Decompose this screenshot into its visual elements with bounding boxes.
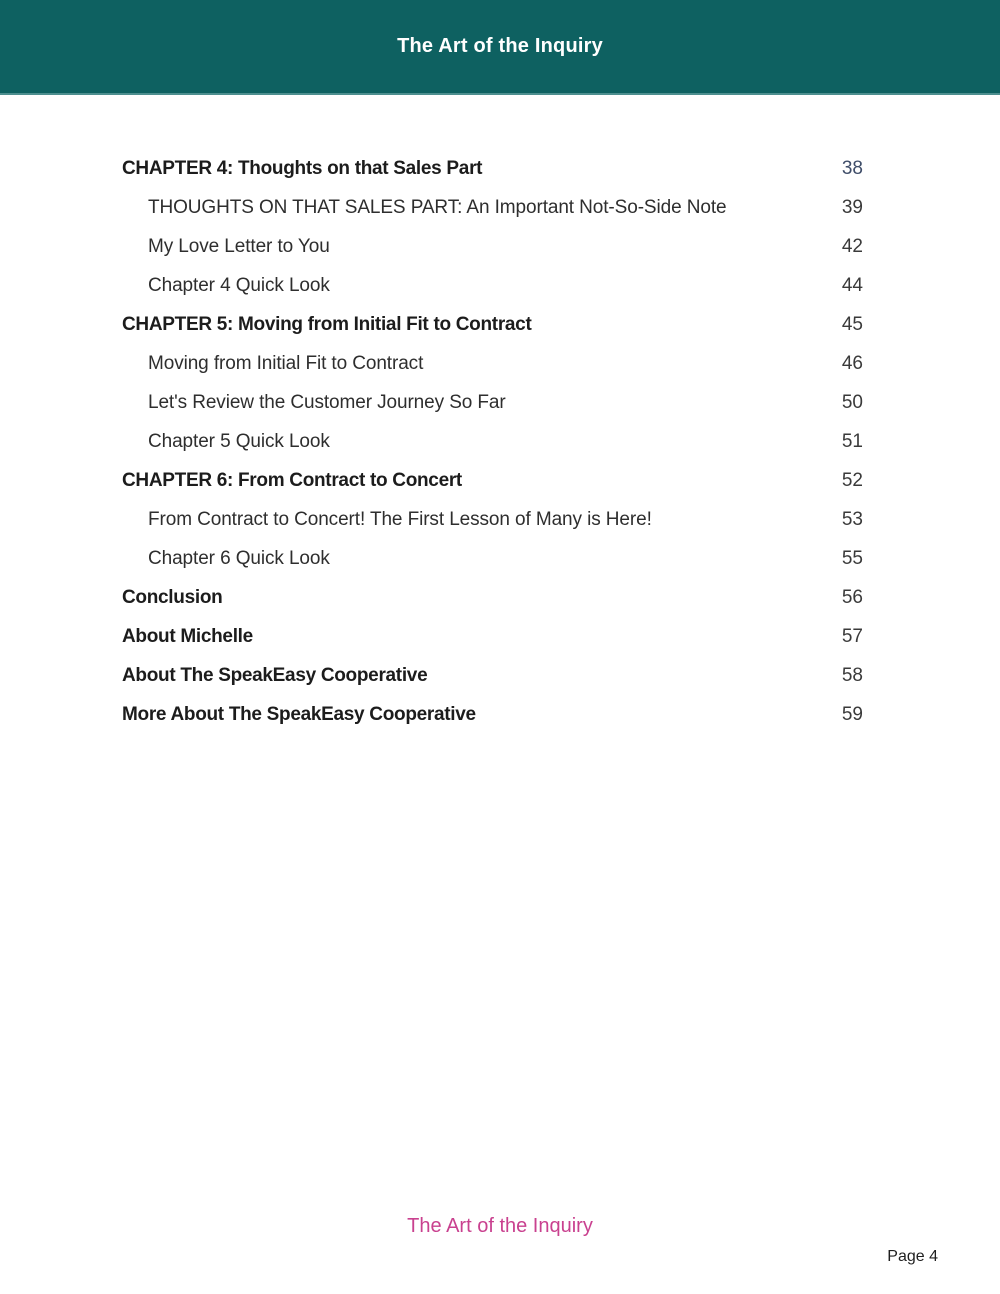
toc-entry-page-number: 46 [841, 353, 863, 374]
toc-entry-label: Chapter 6 Quick Look [148, 548, 330, 569]
toc-entry-page-number: 53 [841, 509, 863, 530]
header-title: The Art of the Inquiry [397, 35, 603, 57]
toc-entry [122, 314, 863, 353]
toc-entry-label: About Michelle [122, 626, 253, 647]
toc-entry-page-number: 56 [841, 587, 863, 608]
toc-entry-page-number: 58 [841, 665, 863, 686]
toc-entry-label: Chapter 5 Quick Look [148, 431, 330, 452]
toc-entry [122, 353, 863, 392]
toc-entry-page-number: 55 [841, 548, 863, 569]
table-of-contents [122, 158, 863, 743]
toc-entry [122, 158, 863, 197]
toc-entry [122, 587, 863, 626]
toc-entry-label: CHAPTER 6: From Contract to Concert [122, 470, 462, 491]
toc-entry [122, 197, 863, 236]
toc-entry-label: Conclusion [122, 587, 223, 608]
toc-entry-label: CHAPTER 4: Thoughts on that Sales Part [122, 158, 483, 179]
toc-entry-label: About The SpeakEasy Cooperative [122, 665, 428, 686]
toc-entry-page-number: 38 [841, 158, 863, 179]
toc-entry [122, 665, 863, 704]
toc-entry [122, 704, 863, 743]
header-bar [0, 0, 1000, 95]
toc-entry [122, 236, 863, 275]
footer-book-title: The Art of the Inquiry [407, 1215, 593, 1237]
toc-entry [122, 275, 863, 314]
toc-entry-page-number: 50 [841, 392, 863, 413]
toc-entry-page-number: 44 [841, 275, 863, 296]
toc-entry-label: My Love Letter to You [148, 236, 330, 257]
toc-entry [122, 431, 863, 470]
toc-entry-label: Let's Review the Customer Journey So Far [148, 392, 506, 413]
toc-entry-page-number: 52 [841, 470, 863, 491]
toc-entry-label: CHAPTER 5: Moving from Initial Fit to Contract [122, 314, 532, 335]
toc-entry [122, 626, 863, 665]
toc-entry-page-number: 57 [841, 626, 863, 647]
toc-entry-page-number: 42 [841, 236, 863, 257]
toc-entry-label: From Contract to Concert! The First Lesson of Many is Here! [148, 509, 652, 530]
toc-entry-page-number: 39 [841, 197, 863, 218]
toc-entry [122, 509, 863, 548]
toc-entry-label: More About The SpeakEasy Cooperative [122, 704, 476, 725]
toc-entry-page-number: 45 [841, 314, 863, 335]
toc-entry [122, 548, 863, 587]
toc-entry-label: Moving from Initial Fit to Contract [148, 353, 424, 374]
toc-entry-label: THOUGHTS ON THAT SALES PART: An Important Not-So-Side Note [148, 197, 727, 218]
toc-entry-page-number: 51 [841, 431, 863, 452]
toc-entry-label: Chapter 4 Quick Look [148, 275, 330, 296]
toc-entry-page-number: 59 [841, 704, 863, 725]
page-number-label: Page 4 [887, 1248, 938, 1265]
toc-entry [122, 392, 863, 431]
toc-entry [122, 470, 863, 509]
